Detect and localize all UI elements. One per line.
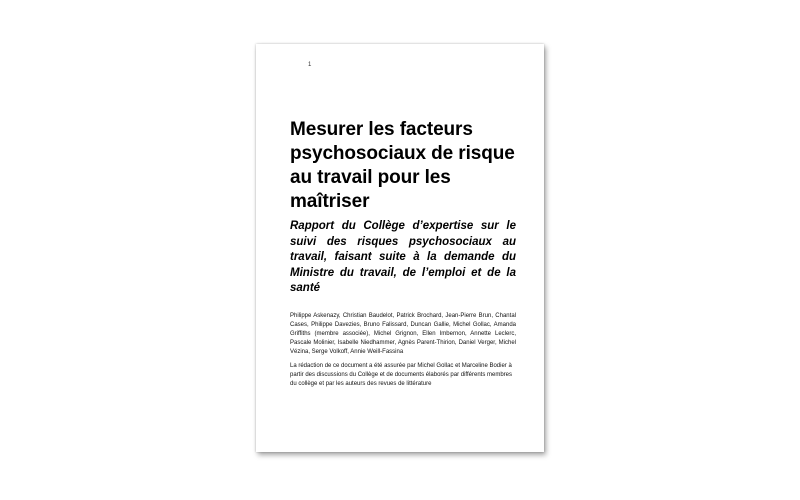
document-page <box>256 44 544 452</box>
page-marker: 1 <box>308 62 312 68</box>
document-subtitle: Rapport du Collège d’expertise sur le suivi des risques psychosociaux au travail, faisant suite à la demande du Ministre du travail, de l’emploi et de la santé <box>290 220 516 294</box>
author-list: Philippe Askenazy, Christian Baudelot, Patrick Brochard, Jean-Pierre Brun, Chantal Cases, Philippe Davezies, Bruno Falissard, Duncan Gallie, Michel Gollac, Amanda Griffiths (membre associée), Michel Grignon, Ellen Imbernon, Annette Leclerc, Pascale Molinier, Isabelle Niedhammer, Agnès Parent-Thirion, Daniel Verger, Michel Vézina, Serge Volkoff, Annie Weill-Fassina <box>290 313 516 355</box>
editorial-note: La rédaction de ce document a été assurée par Michel Gollac et Marceline Bodier à partir des discussions du Collège et de documents élaborés par différents membres du collège et par les auteurs des revues de littérature <box>290 363 513 387</box>
document-title: Mesurer les facteurs psychosociaux de risque au travail pour les maîtriser <box>290 119 515 212</box>
